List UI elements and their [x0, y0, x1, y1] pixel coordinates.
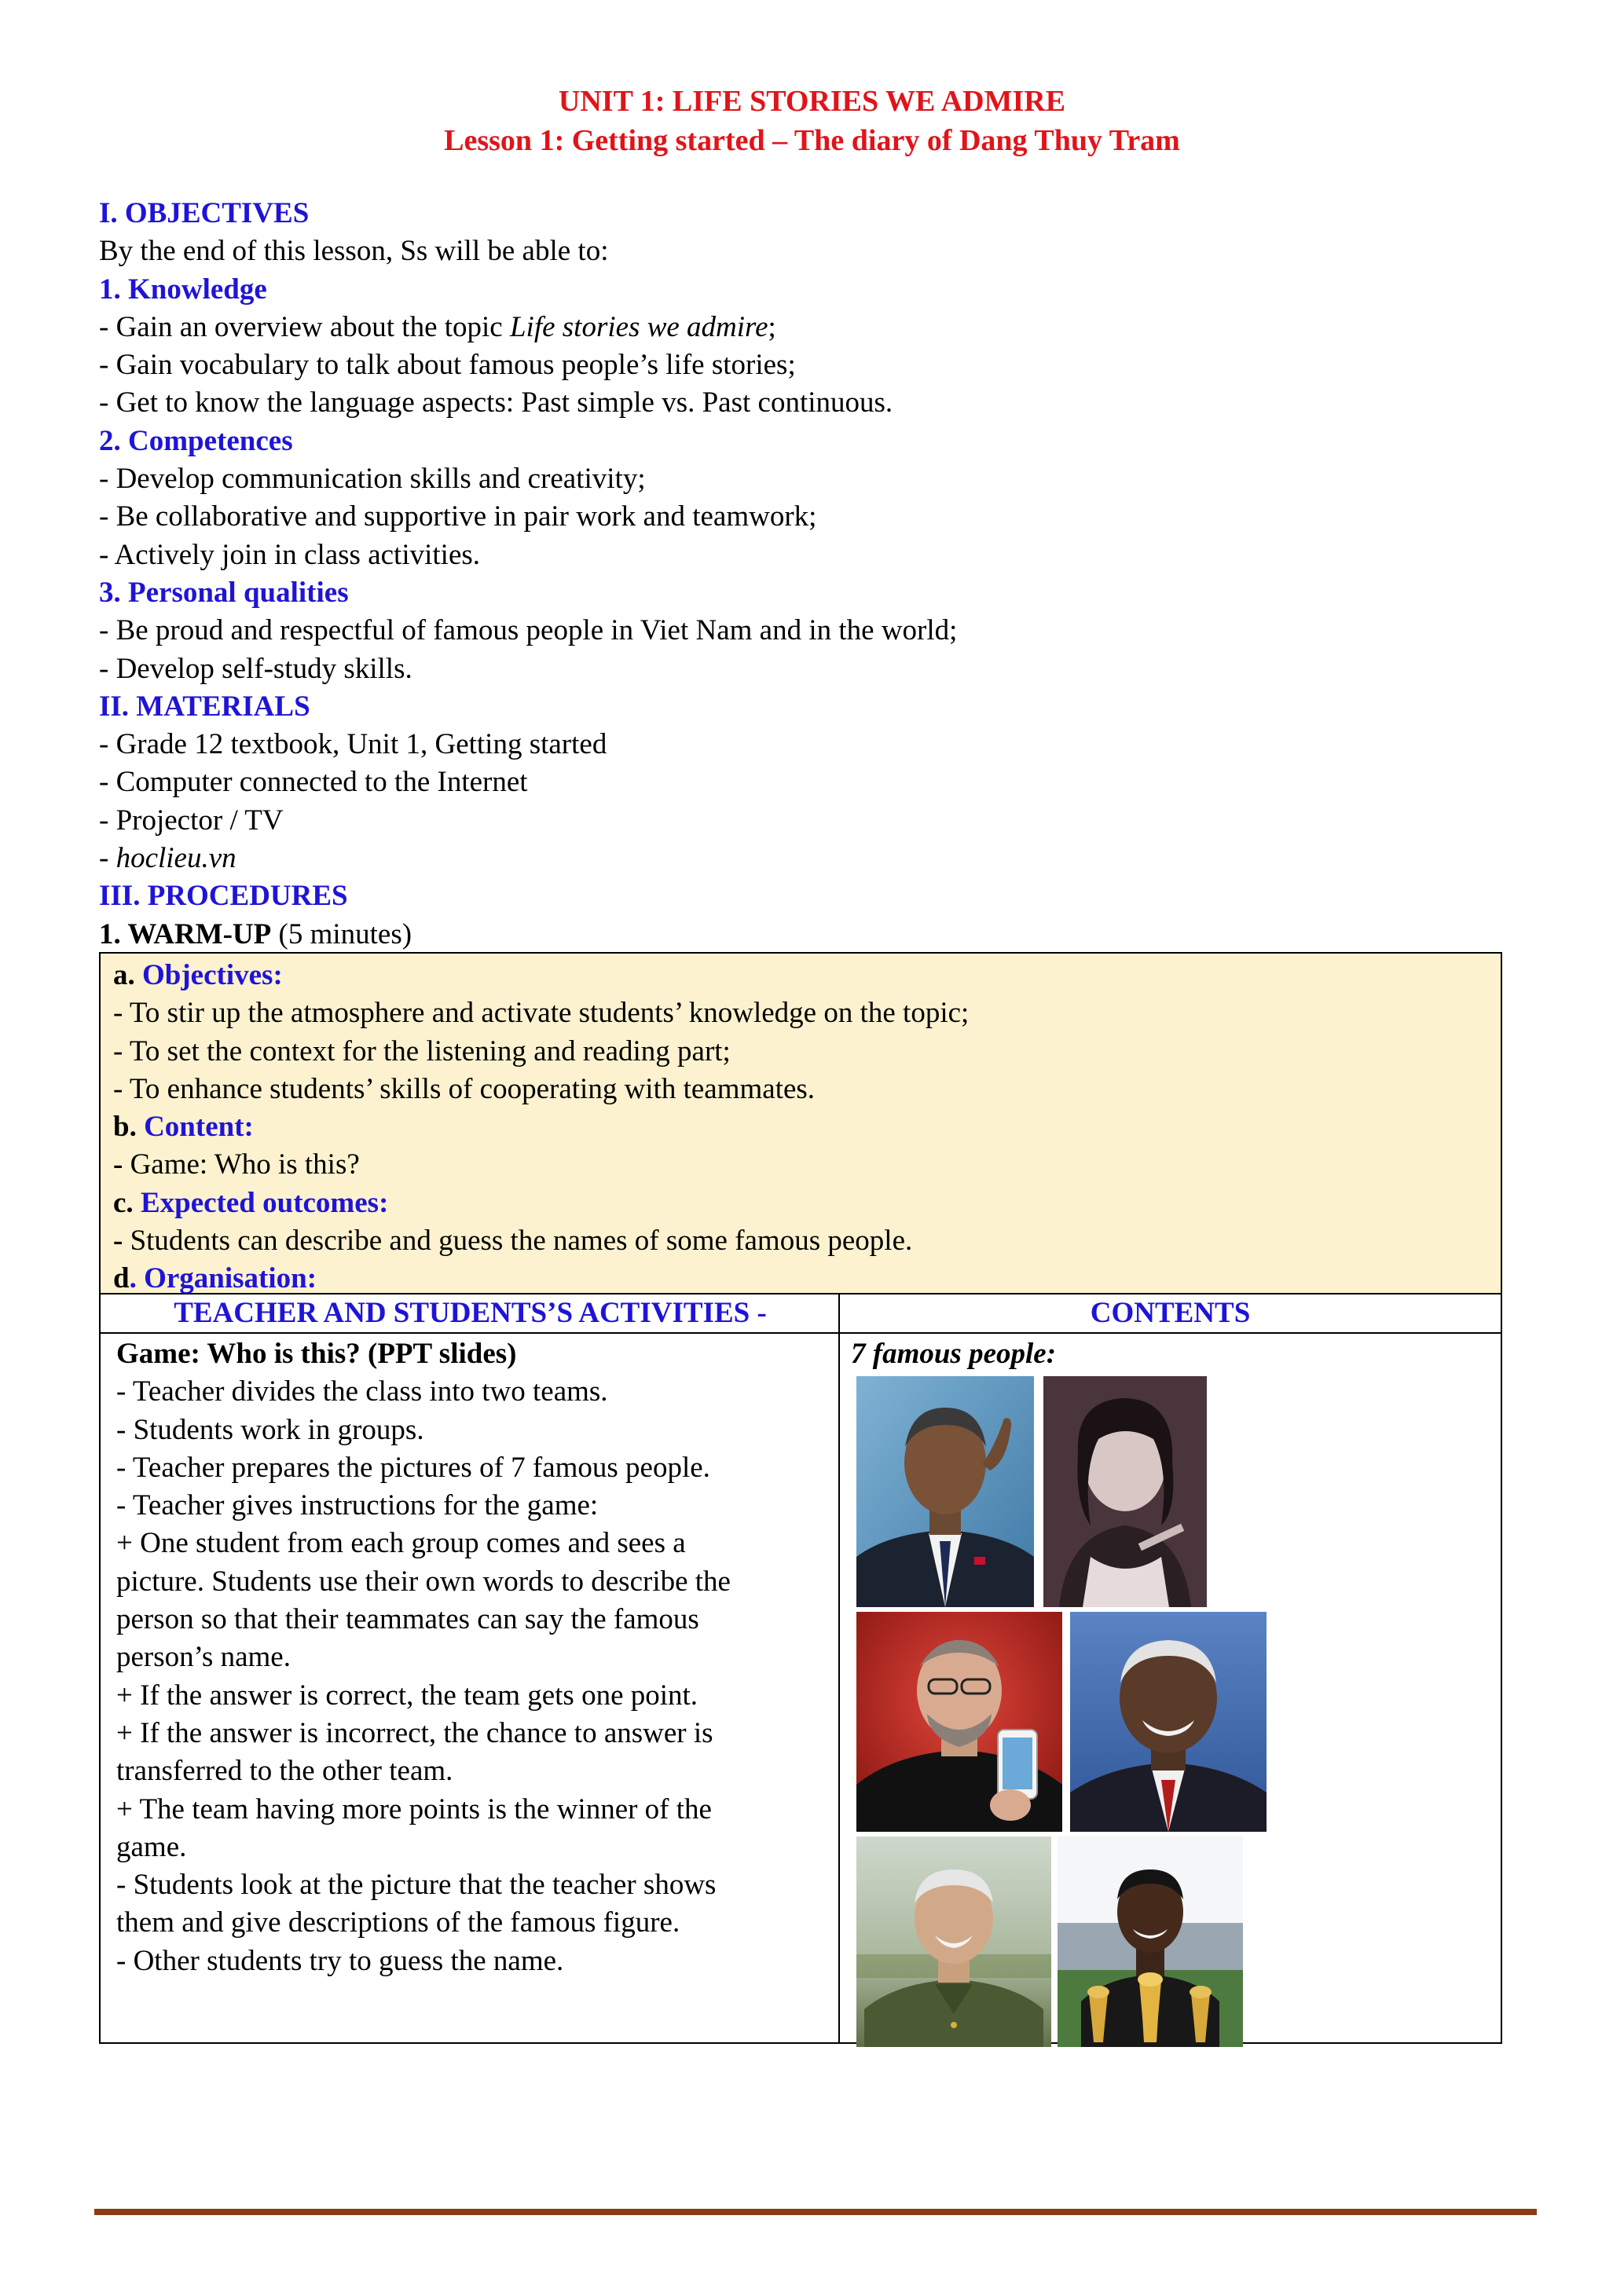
activity-line: picture. Students use their own words to describe the [116, 1565, 731, 1598]
materials-item: - Grade 12 textbook, Unit 1, Getting started [99, 728, 607, 761]
competences-item: - Actively join in class activities. [99, 538, 481, 571]
activity-line: person’s name. [116, 1641, 291, 1674]
column-divider [838, 1294, 840, 2042]
qualities-item: - Develop self-study skills. [99, 652, 412, 685]
warmup-objective: - To stir up the atmosphere and activate students’ knowledge on the topic; [113, 997, 970, 1030]
objectives-heading: I. OBJECTIVES [99, 197, 310, 229]
objectives-intro: By the end of this lesson, Ss will be able to: [99, 235, 609, 268]
famous-person-photo [856, 1376, 1034, 1607]
qualities-heading: 3. Personal qualities [99, 576, 349, 609]
activity-line: - Students look at the picture that the teacher shows [116, 1869, 717, 1902]
unit-title: UNIT 1: LIFE STORIES WE ADMIRE [558, 85, 1066, 118]
warmup-summary-box [101, 954, 1501, 1294]
activity-line: - Students work in groups. [116, 1413, 424, 1446]
activity-line: - Teacher prepares the pictures of 7 famous people. [116, 1451, 710, 1484]
materials-website-prefix: - [99, 842, 116, 875]
b-dash: - [113, 1148, 123, 1181]
materials-heading: II. MATERIALS [99, 690, 310, 723]
knowledge-heading: 1. Knowledge [99, 273, 267, 306]
knowledge-item-1-prefix: - Gain an overview about the topic [99, 310, 510, 343]
warmup-objective: - To enhance students’ skills of cooperating with teammates. [113, 1072, 816, 1105]
knowledge-item-1-topic: Life stories we admire [509, 310, 768, 343]
competences-heading: 2. Competences [99, 424, 293, 457]
b-item: Game: Who is this? [123, 1148, 360, 1181]
knowledge-item-1 [99, 309, 1521, 346]
activity-line: + The team having more points is the winner of the [116, 1792, 712, 1825]
content-item [113, 1146, 1488, 1184]
outcomes-row [113, 1185, 1488, 1222]
lesson-title: Lesson 1: Getting started – The diary of Dang Thuy Tram [444, 124, 1180, 157]
footer-rule [94, 2209, 1537, 2215]
organisation-row [113, 1260, 1488, 1298]
activity-line: them and give descriptions of the famous figure. [116, 1906, 680, 1939]
materials-website: hoclieu.vn [115, 842, 236, 875]
materials-item: - Projector / TV [99, 804, 284, 837]
activity-line: + If the answer is correct, the team gets one point. [116, 1679, 698, 1712]
b-label: Content: [136, 1111, 254, 1144]
warmup-time: (5 minutes) [271, 917, 412, 950]
c-letter: c. [113, 1186, 134, 1219]
procedures-heading: III. PROCEDURES [99, 880, 348, 913]
activity-line: - Other students try to guess the name. [116, 1944, 564, 1977]
famous-person-photo [1043, 1376, 1207, 1607]
materials-item: - Computer connected to the Internet [99, 766, 528, 799]
famous-person-photo [856, 1836, 1051, 2047]
lesson-plan-body [99, 195, 1521, 954]
a-letter: a. [113, 959, 135, 991]
activity-line: + If the answer is incorrect, the chance to answer is [116, 1716, 713, 1749]
activity-line: person so that their teammates can say the famous [116, 1603, 699, 1636]
famous-person-photo [856, 1612, 1062, 1832]
warmup-objective: - To set the context for the listening and reading part; [113, 1034, 731, 1067]
warmup-label: 1. WARM-UP [99, 917, 272, 950]
competences-item: - Be collaborative and supportive in pair work and teamwork; [99, 500, 817, 533]
activity-line: transferred to the other team. [116, 1755, 453, 1788]
d-letter: d [113, 1262, 130, 1295]
contents-cell [851, 1335, 1495, 1373]
famous-people-title: 7 famous people: [851, 1338, 1057, 1370]
activity-line: - Teacher divides the class into two teams. [116, 1375, 608, 1408]
outcomes-item [113, 1222, 1488, 1260]
materials-item-website [99, 840, 1521, 877]
knowledge-item-3: - Get to know the language aspects: Past simple vs. Past continuous. [99, 386, 893, 419]
famous-person-photo [1058, 1836, 1243, 2047]
contents-column-header: CONTENTS [840, 1294, 1501, 1334]
activities-column-header: TEACHER AND STUDENTS’S ACTIVITIES - [101, 1294, 840, 1334]
competences-item: - Develop communication skills and creativity; [99, 463, 646, 496]
b-letter: b. [113, 1111, 137, 1144]
activity-line: - Teacher gives instructions for the game: [116, 1489, 599, 1522]
qualities-item: - Be proud and respectful of famous people in Viet Nam and in the world; [99, 614, 958, 647]
activities-cell [116, 1335, 831, 1980]
c-label: Expected outcomes: [133, 1186, 389, 1219]
activity-line: + One student from each group comes and sees a [116, 1527, 686, 1560]
game-title: Game: Who is this? (PPT slides) [116, 1338, 517, 1370]
c-dash: - [113, 1225, 123, 1258]
c-item: Students can describe and guess the names of some famous people. [123, 1225, 913, 1258]
objectives-row [113, 957, 1488, 994]
content-row [113, 1108, 1488, 1146]
famous-person-photo [1070, 1612, 1267, 1832]
knowledge-item-2: - Gain vocabulary to talk about famous people’s life stories; [99, 349, 796, 382]
knowledge-item-1-suffix: ; [768, 310, 776, 343]
d-label: . Organisation: [129, 1262, 317, 1295]
title-block [0, 82, 1624, 160]
warmup-table [99, 952, 1502, 2044]
activity-line: game. [116, 1830, 187, 1863]
warmup-heading [99, 916, 1521, 954]
a-label: Objectives: [134, 959, 283, 991]
